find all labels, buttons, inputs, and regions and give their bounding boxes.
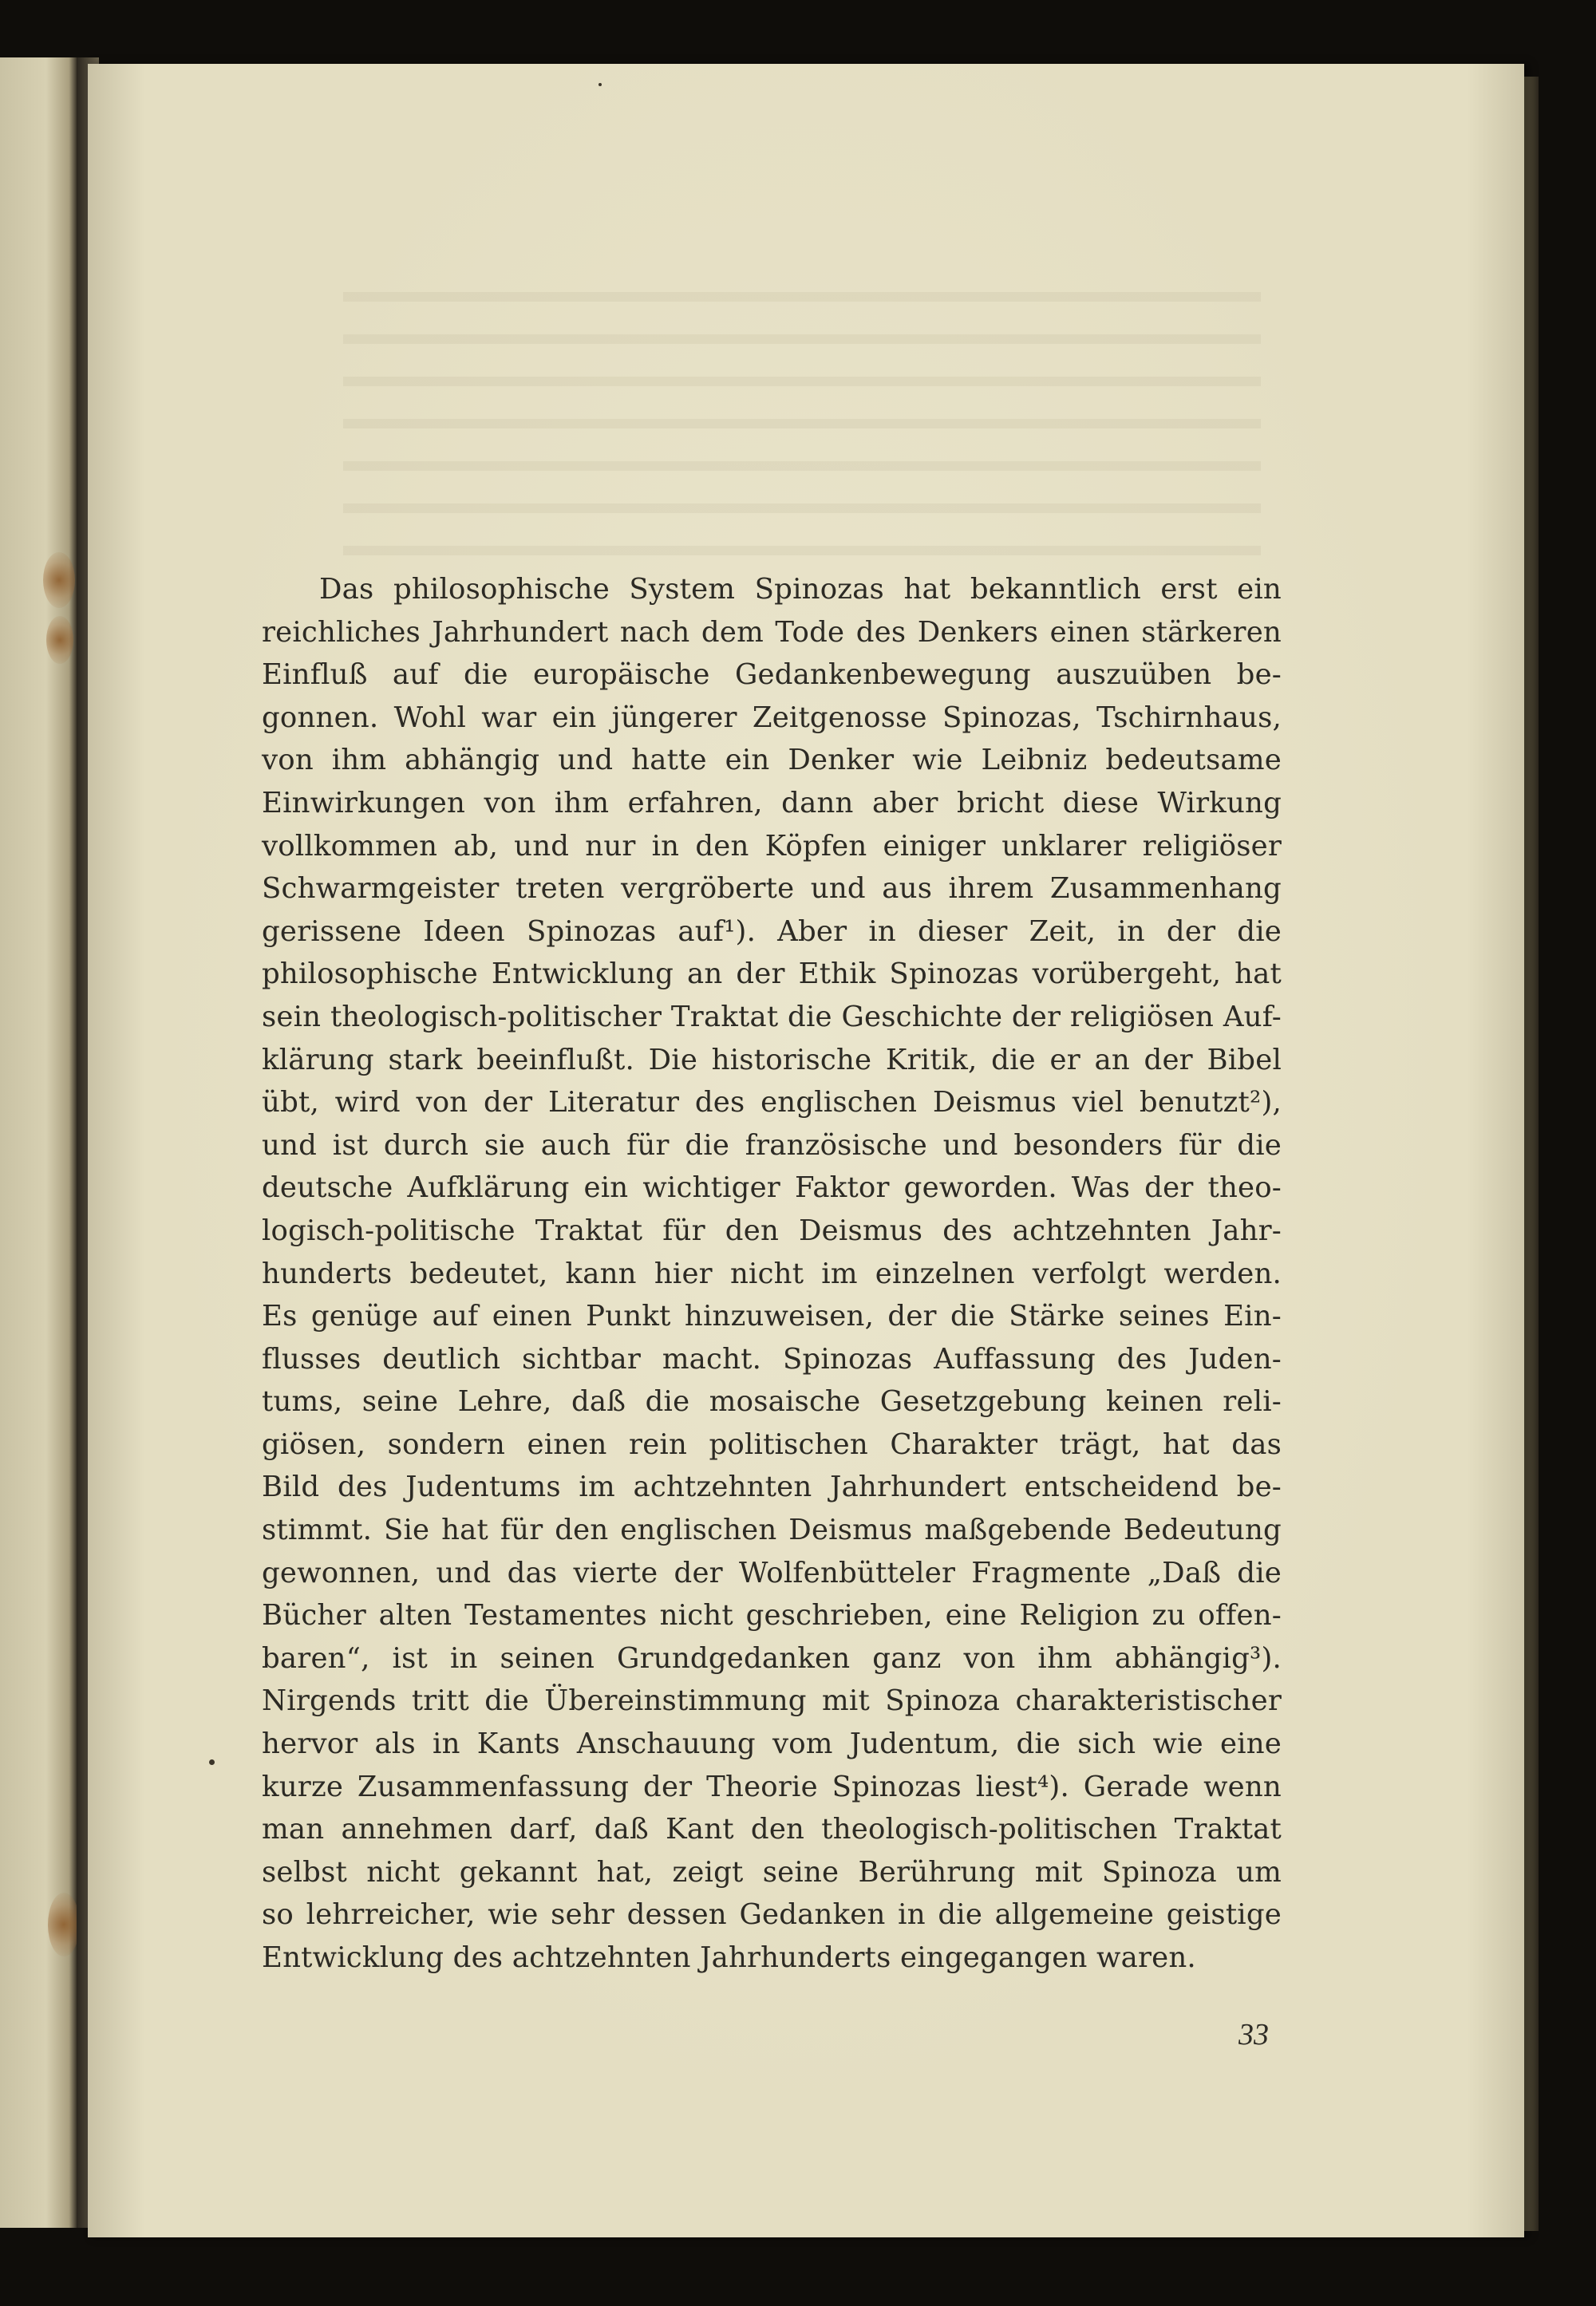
text-line: giösen, sondern einen rein politischen Charakter trägt, hat das <box>262 1427 1282 1461</box>
text-line: so lehrreicher, wie sehr dessen Gedanken in die allgemeine geistige <box>262 1898 1282 1932</box>
text-line: Entwicklung des achtzehnten Jahrhunderts eingegangen waren. <box>262 1941 1196 1974</box>
text-line: kurze Zusammenfassung der Theorie Spinozas liest⁴). Gerade wenn <box>262 1770 1282 1803</box>
text-line: übt, wird von der Literatur des englischen Deismus viel benutzt²), <box>262 1086 1282 1119</box>
text-line: stimmt. Sie hat für den englischen Deismus maßgebende Bedeutung <box>262 1514 1282 1547</box>
text-line: logisch-politische Traktat für den Deismus des achtzehnten Jahr- <box>262 1214 1282 1247</box>
text-line: vollkommen ab, und nur in den Köpfen einiger unklarer religiöser <box>262 829 1282 863</box>
text-line: reichliches Jahrhundert nach dem Tode des Denkers einen stärkeren <box>262 615 1282 649</box>
page-number: 33 <box>1238 2018 1269 2051</box>
text-line: sein theologisch-politischer Traktat die Geschichte der religiösen Auf- <box>262 1000 1282 1033</box>
text-line: baren“, ist in seinen Grundgedanken ganz von ihm abhängig³). <box>262 1641 1282 1675</box>
facing-page-edge <box>0 57 77 2228</box>
text-line: philosophische Entwicklung an der Ethik Spinozas vorübergeht, hat <box>262 958 1282 991</box>
text-line: Bücher alten Testamentes nicht geschrieben, eine Religion zu offen- <box>262 1599 1282 1633</box>
text-line: Nirgends tritt die Übereinstimmung mit Spinoza charakteristischer <box>262 1684 1282 1718</box>
page-edge <box>1523 77 1539 2231</box>
text-line: tums, seine Lehre, daß die mosaische Gesetzgebung keinen reli- <box>262 1385 1282 1419</box>
text-line: gerissene Ideen Spinozas auf¹). Aber in dieser Zeit, in der die <box>262 914 1282 948</box>
main-paragraph <box>262 568 1282 1980</box>
stain-mark <box>48 1893 80 1957</box>
text-line: Einfluß auf die europäische Gedankenbewegung auszuüben be- <box>262 658 1282 692</box>
text-line: selbst nicht gekannt hat, zeigt seine Berührung mit Spinoza um <box>262 1855 1282 1889</box>
stain-mark <box>46 616 73 664</box>
text-line: Das philosophische System Spinozas hat bekanntlich erst ein <box>319 573 1282 606</box>
text-line: hervor als in Kants Anschauung vom Judentum, die sich wie eine <box>262 1728 1282 1761</box>
ink-speck <box>598 83 602 86</box>
text-line: deutsche Aufklärung ein wichtiger Faktor geworden. Was der theo- <box>262 1171 1282 1205</box>
ink-speck <box>209 1759 215 1765</box>
text-line: man annehmen darf, daß Kant den theologisch-politischen Traktat <box>262 1813 1282 1846</box>
text-line: hunderts bedeutet, kann hier nicht im einzelnen verfolgt werden. <box>262 1257 1282 1290</box>
stain-mark <box>43 552 75 608</box>
text-line: gonnen. Wohl war ein jüngerer Zeitgenosse Spinozas, Tschirnhaus, <box>262 701 1282 734</box>
text-line: Schwarmgeister treten vergröberte und aus ihrem Zusammenhang <box>262 872 1282 906</box>
text-line: Einwirkungen von ihm erfahren, dann aber bricht diese Wirkung <box>262 786 1282 819</box>
text-line: klärung stark beeinflußt. Die historische Kritik, die er an der Bibel <box>262 1043 1282 1076</box>
text-line: von ihm abhängig und hatte ein Denker wie Leibniz bedeutsame <box>262 744 1282 777</box>
show-through-text <box>343 263 1261 567</box>
text-line: Bild des Judentums im achtzehnten Jahrhundert entscheidend be- <box>262 1471 1282 1504</box>
text-line: gewonnen, und das vierte der Wolfenbütteler Fragmente „Daß die <box>262 1556 1282 1589</box>
text-line: flusses deutlich sichtbar macht. Spinozas Auffassung des Juden- <box>262 1342 1282 1376</box>
text-line: Es genüge auf einen Punkt hinzuweisen, der die Stärke seines Ein- <box>262 1300 1282 1333</box>
text-line: und ist durch sie auch für die französische und besonders für die <box>262 1128 1282 1162</box>
